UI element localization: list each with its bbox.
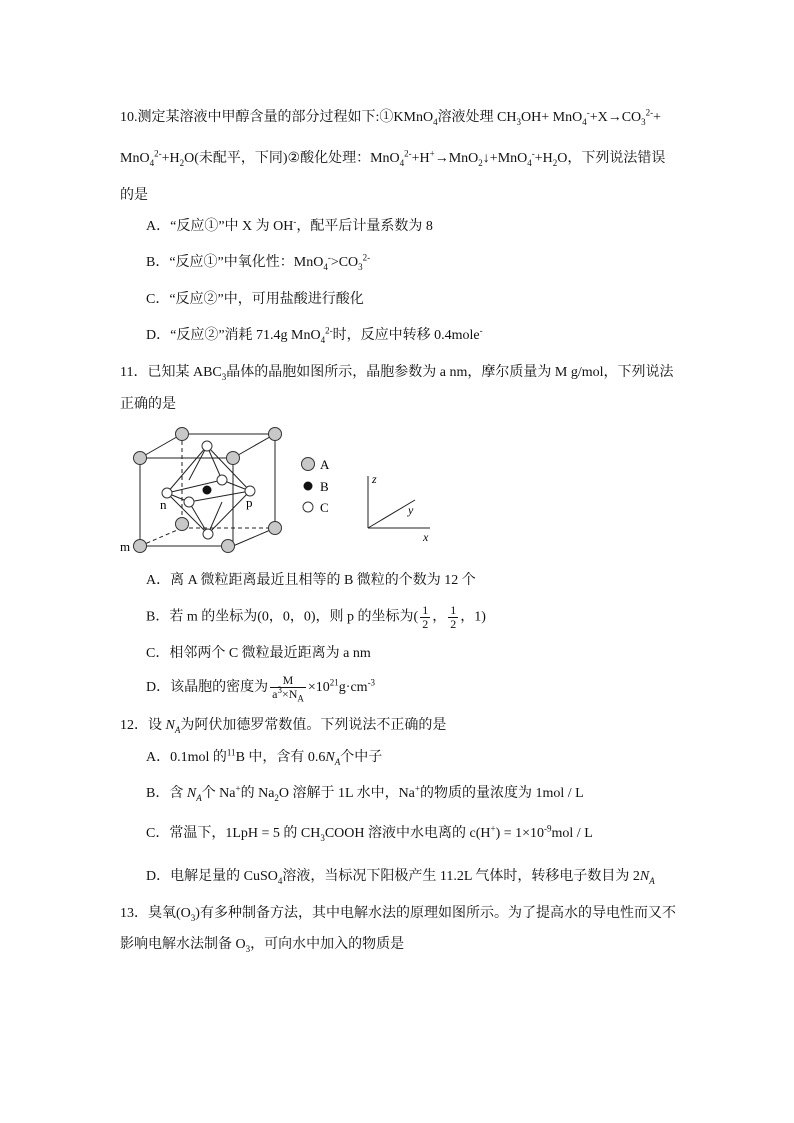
q12-option-d: D．电解足量的 CuSO$_4$溶液，当标况下阳极产生 11.2L 气体时，转移电子数目为 $2N_A$ [146, 869, 655, 886]
fraction-half: $\frac{1}{2}$ [422, 603, 429, 631]
label-n: n [160, 497, 167, 512]
particle-a [222, 540, 235, 553]
axis-z-label: z [372, 472, 377, 486]
particle-c [203, 529, 213, 539]
particle-a [134, 540, 147, 553]
particle-a [227, 452, 240, 465]
crystal-cell-diagram [110, 420, 450, 560]
q10-option-b: B．“反应①”中氧化性：$MnO_4^->CO_3^{2-}$ [146, 252, 371, 272]
particle-a [134, 452, 147, 465]
particle-a [269, 522, 282, 535]
legend-a-label: A [320, 457, 330, 472]
q12-option-a: A．0.1mol 的$^{11}$B 中，含有 $0.6N_A$个中子 [146, 747, 383, 767]
q11-option-c: C．相邻两个 C 微粒最近距离为 a nm [146, 646, 371, 661]
q10-option-c: C．“反应②”中，可用盐酸进行酸化 [146, 292, 364, 307]
legend-b-marker [304, 482, 313, 491]
octahedron-edge [207, 446, 222, 480]
fraction-half: $\frac{1}{2}$ [450, 603, 457, 631]
q10-option-a: A．“反应①”中 X 为 OH-，配平后计量系数为 8 [146, 216, 433, 234]
q11-stem-line1: 11．已知某 $ABC_3$晶体的晶胞如图所示，晶胞参数为 a nm，摩尔质量为 M g/mol，下列说法 [120, 365, 674, 382]
q10-option-d: D．“反应②”消耗 71.4g MnO$_4^{2-}$时，反应中转移 0.4mole- [146, 325, 483, 345]
legend-c-label: C [320, 500, 329, 515]
q13-stem-line1: 13．臭氧$(O_3)$有多种制备方法，其中电解水法的原理如图所示。为了提高水的导电性而又不 [120, 906, 676, 923]
cube-edge [233, 434, 275, 458]
particle-a [176, 428, 189, 441]
octahedron-edge [167, 446, 207, 493]
q11-stem-line2: 正确的是 [120, 397, 176, 412]
octahedron-edge [189, 446, 207, 480]
q10-stem-line3: 的是 [120, 188, 148, 203]
density-fraction: $\frac{M}{a^3\times N_A}$ [272, 673, 304, 704]
q10-stem-line2: $MnO_4^{2-}+H_2O$(未配平，下同)②酸化处理：$MnO_4^{2-}+H^+\to MnO_2↓+MnO_4^-+H_2O$，下列说法错误 [120, 148, 666, 168]
particle-a [176, 518, 189, 531]
q10-stem-line1: 10.测定某溶液中甲醇含量的部分过程如下:①KMnO$_4$溶液处理 $CH_3OH+ MnO_4^-+X\to CO_3^{2-}+$ [120, 107, 662, 127]
axis-y-label: y [408, 503, 414, 517]
q12-stem: 12．设 $N_A$为阿伏加德罗常数值。下列说法不正确的是 [120, 718, 447, 735]
particle-b [203, 486, 212, 495]
label-m: m [120, 539, 131, 554]
legend-c-marker [303, 502, 313, 512]
particle-c [217, 475, 227, 485]
q11-option-a: A．离 A 微粒距离最近且相等的 B 微粒的个数为 12 个 [146, 573, 476, 588]
q11-option-d: D．该晶胞的密度为 $\frac{M}{a^3\times N_A}$ $\times 10^{21}g\cdot cm^{-3}$ [146, 673, 376, 704]
particle-c [202, 441, 212, 451]
particle-c [184, 497, 194, 507]
legend-a-marker [302, 458, 315, 471]
octahedron-edge [167, 480, 222, 493]
label-p: p [246, 495, 253, 510]
q12-option-c: C．常温下，1LpH = 5 的 $CH_3COOH$ 溶液中水电离的 $c(H^+) = 1\times 10^{-9}mol / L$ [146, 823, 593, 843]
legend-b-label: B [320, 479, 329, 494]
particle-a [269, 428, 282, 441]
q12-option-b: B．含 $N_A$个 Na+的 $Na_2O$ 溶解于 1L 水中，Na+的物质的量浓度为 1mol / L [146, 783, 584, 803]
cube-edge [140, 434, 182, 458]
q11-option-b: B．若 m 的坐标为(0，0，0)，则 p 的坐标为( $\frac{1}{2}$ ， $\frac{1}{2}$ ，1) [146, 603, 486, 631]
axis-x-label: x [423, 530, 429, 544]
q13-stem-line2: 影响电解水法制备 $O_3$，可向水中加入的物质是 [120, 937, 405, 954]
